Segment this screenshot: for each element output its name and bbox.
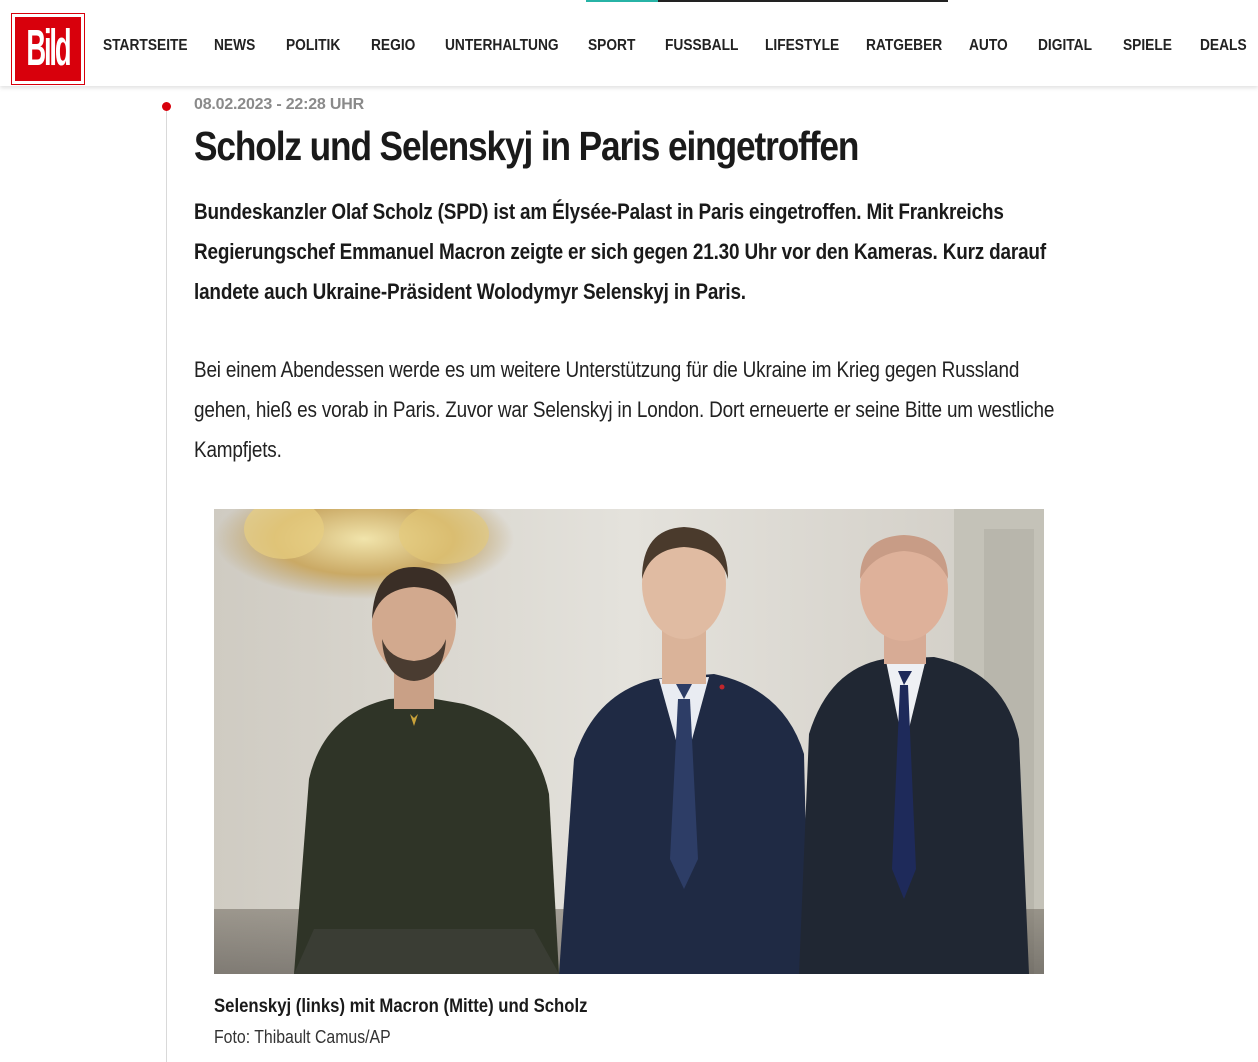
ticker-entry [194, 96, 1094, 462]
nav-item-deals[interactable]: DEALS [1200, 37, 1247, 54]
nav-item-ratgeber[interactable]: RATGEBER [866, 37, 943, 54]
entry-timestamp: 08.02.2023 - 22:28 UHR [194, 96, 364, 113]
photo-credit: Foto: Thibault Camus/AP [214, 1027, 391, 1047]
nav-item-lifestyle[interactable]: LIFESTYLE [765, 37, 840, 54]
nav-item-spiele[interactable]: SPIELE [1123, 37, 1172, 54]
nav-item-politik[interactable]: POLITIK [286, 37, 341, 54]
main-navigation [103, 37, 1247, 55]
ticker-timeline-line [166, 102, 167, 1062]
site-header [0, 0, 1258, 86]
nav-item-fussball[interactable]: FUSSBALL [665, 37, 739, 54]
nav-item-startseite[interactable]: STARTSEITE [103, 37, 188, 54]
bild-logo-text: Bild [26, 20, 70, 78]
entry-body: Bei einem Abendessen werde es um weitere Unterstützung für die Ukraine im Krieg gegen Russland gehen, hieß es vorab in Paris. Zuvor war Selenskyj in London. Dort erneuerte er seine Bitte um westliche Kampfjets. [194, 357, 1055, 462]
nav-item-auto[interactable]: AUTO [969, 37, 1008, 54]
bild-logo[interactable] [12, 14, 84, 84]
article-photo[interactable] [214, 509, 1044, 974]
nav-item-unterhaltung[interactable]: UNTERHALTUNG [445, 37, 559, 54]
nav-item-sport[interactable]: SPORT [588, 37, 636, 54]
ticker-timeline-dot [162, 102, 171, 111]
photo-caption: Selenskyj (links) mit Macron (Mitte) und Scholz [214, 996, 588, 1017]
entry-lead: Bundeskanzler Olaf Scholz (SPD) ist am Élysée-Palast in Paris eingetroffen. Mit Frankreichs Regierungschef Emmanuel Macron zeigte er sich gegen 21.30 Uhr vor den Kameras. Kurz darauf landete auch Ukraine-Präsident Wolodymyr Selenskyj in Paris. [194, 199, 1046, 304]
entry-headline: Scholz und Selenskyj in Paris eingetroffen [194, 123, 859, 169]
nav-item-regio[interactable]: REGIO [371, 37, 416, 54]
nav-item-news[interactable]: NEWS [214, 37, 256, 54]
scroll-progress-fill [586, 0, 658, 2]
photo-illustration [214, 509, 1044, 974]
nav-item-digital[interactable]: DIGITAL [1038, 37, 1093, 54]
scroll-progress-bar [586, 0, 948, 2]
